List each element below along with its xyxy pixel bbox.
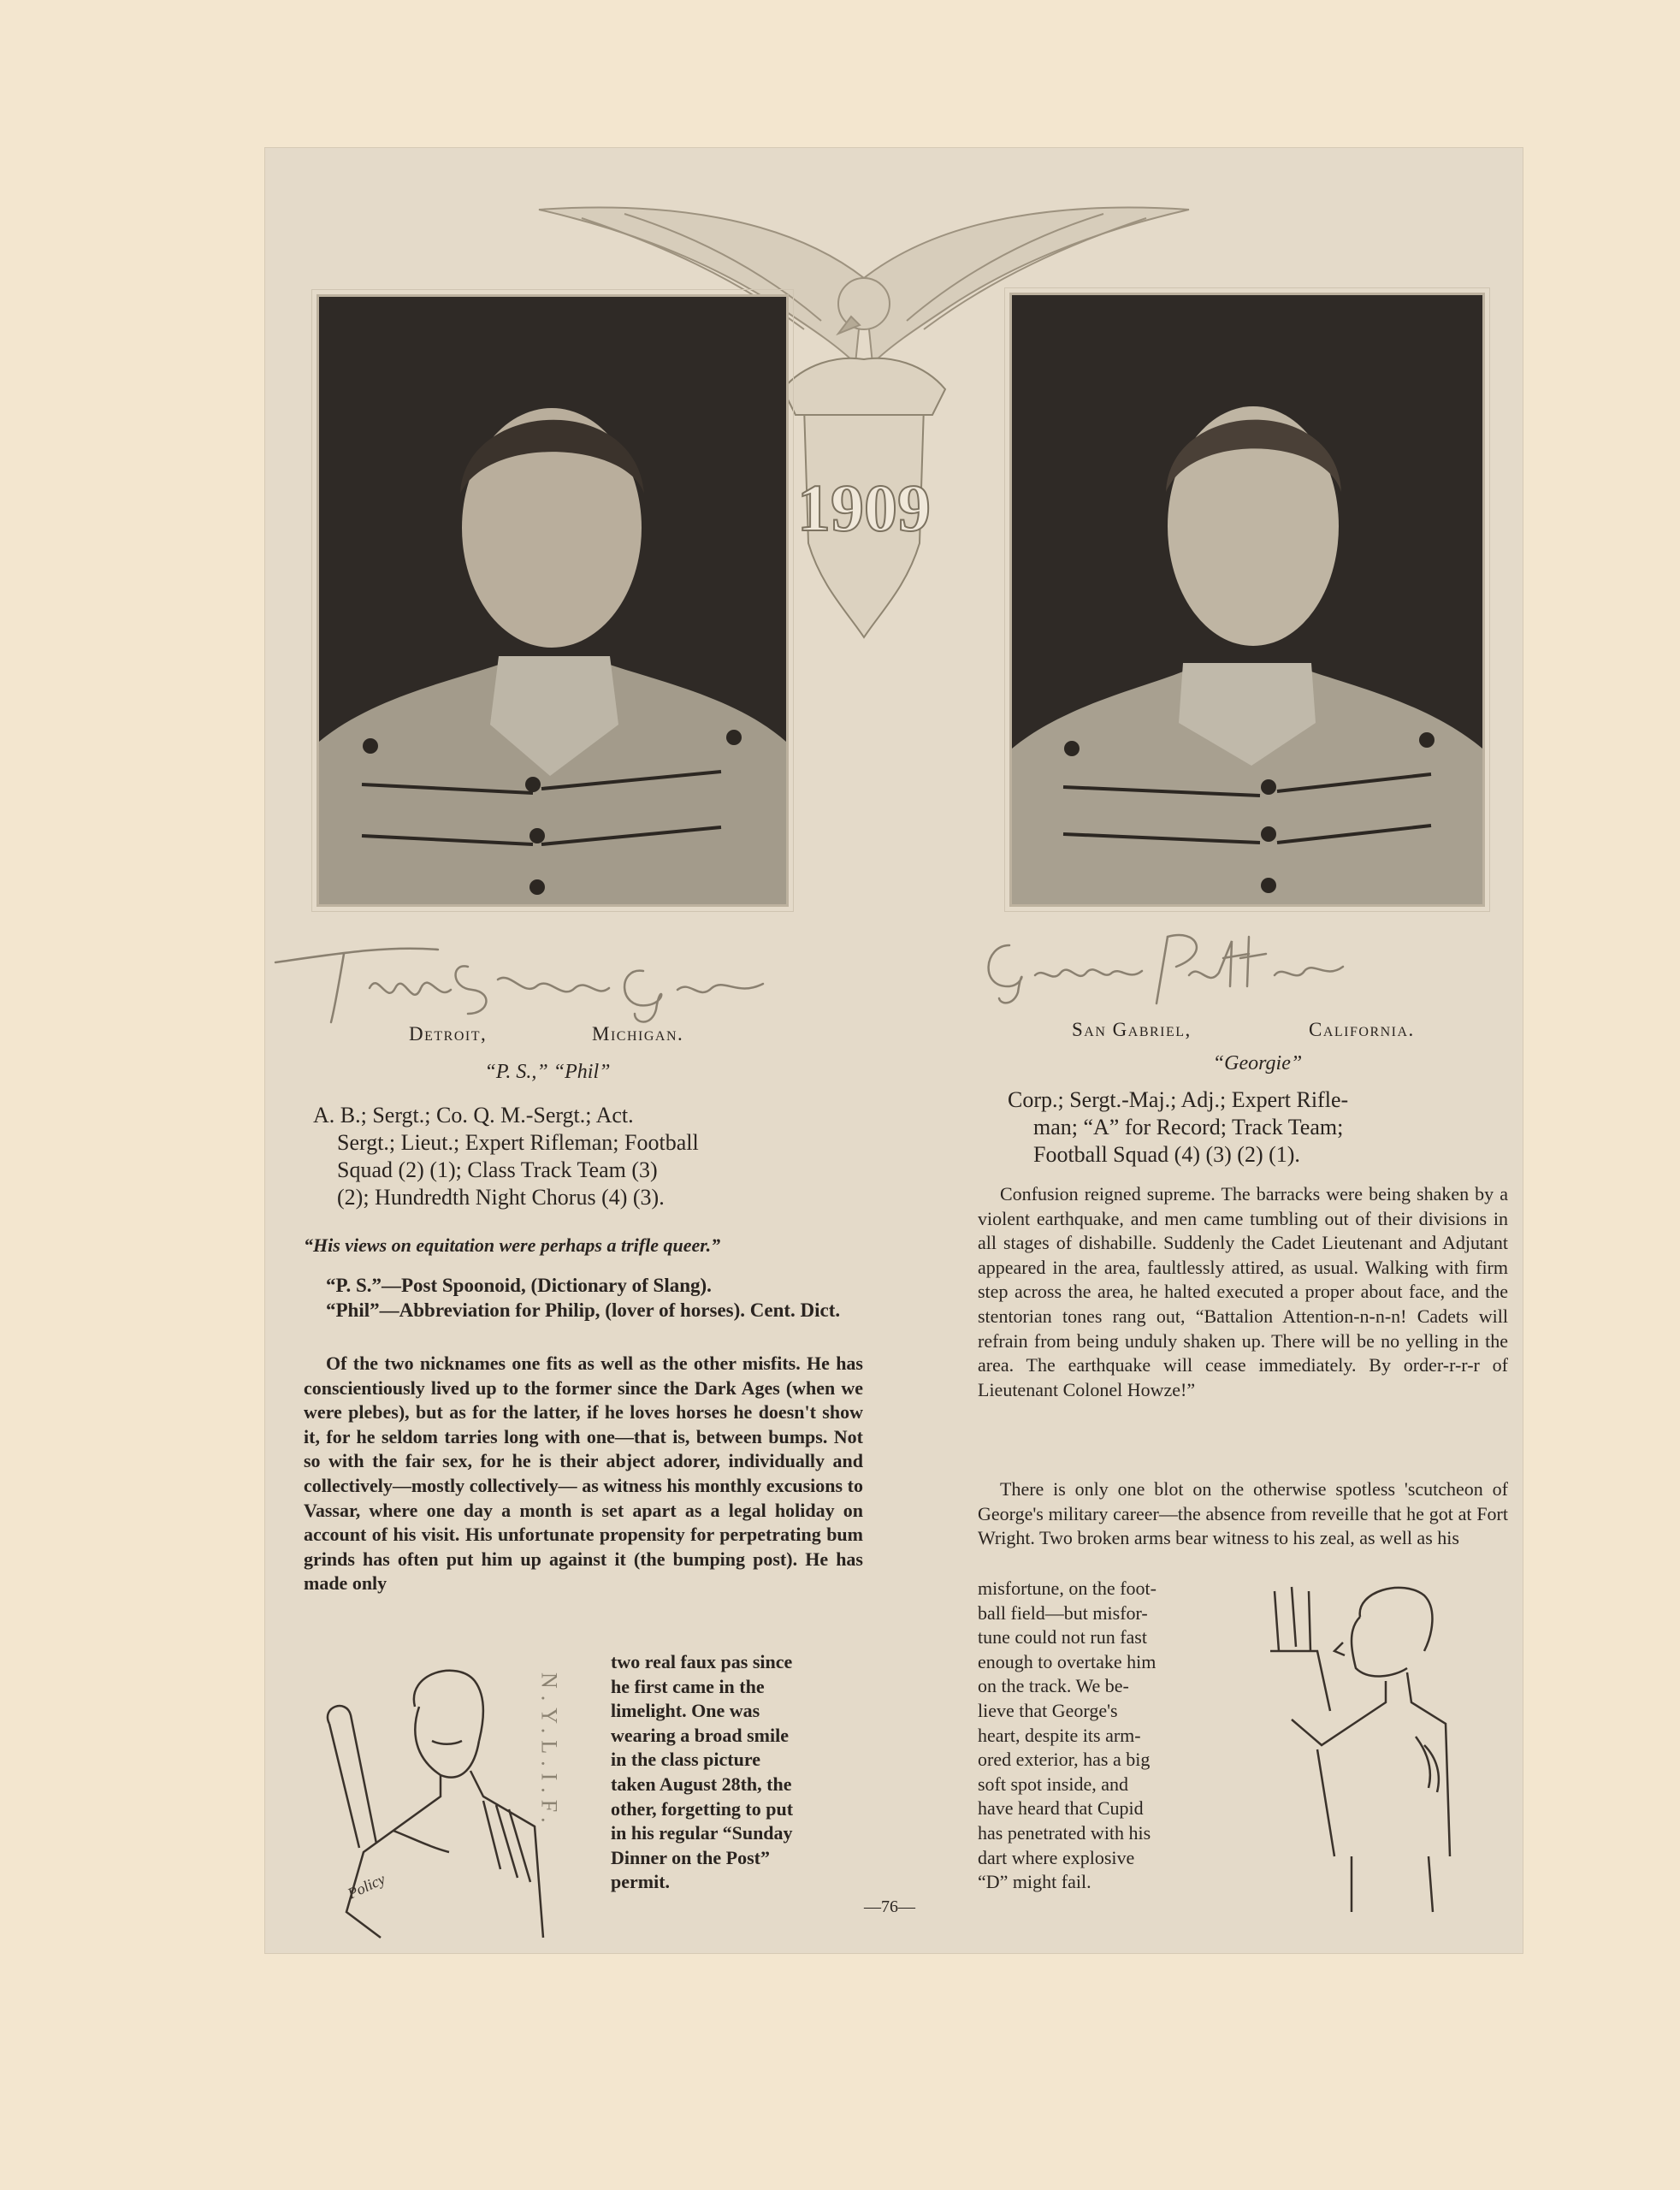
emblem-year: 1909	[797, 471, 931, 545]
cartoon-right-caricature	[1257, 1574, 1463, 1916]
left-record-line: (2); Hundredth Night Chorus (4) (3).	[337, 1185, 665, 1210]
page-number: —76—	[864, 1897, 915, 1916]
left-record-line: A. B.; Sergt.; Co. Q. M.-Sergt.; Act.	[313, 1103, 634, 1128]
left-record-line: Sergt.; Lieut.; Expert Rifleman; Football	[337, 1130, 699, 1155]
right-record-line: Corp.; Sergt.-Maj.; Adj.; Expert Rifle-	[1008, 1087, 1349, 1112]
right-narrow-line: soft spot inside, and	[978, 1773, 1128, 1795]
right-narrow-line: enough to overtake him	[978, 1650, 1156, 1672]
left-narrow-line: in his regular “Sunday	[611, 1822, 793, 1844]
left-quote: “His views on equitation were perhaps a trifle queer.”	[304, 1234, 721, 1256]
left-narrow-line: limelight. One was	[611, 1700, 760, 1722]
left-nicknames: “P. S.,” “Phil”	[484, 1061, 611, 1083]
cartoon-left-letters: N.Y.L.I.F.	[536, 1672, 562, 1830]
right-narrow-line: tune could not run fast	[978, 1626, 1147, 1648]
signature-left	[267, 928, 780, 1027]
right-narrow-line: has penetrated with his	[978, 1821, 1151, 1844]
right-narrow-line: misfortune, on the foot-	[978, 1577, 1156, 1599]
right-record	[1008, 1086, 1507, 1169]
left-narrow-line: two real faux pas since	[611, 1651, 793, 1672]
left-narrow-line: other, forgetting to put	[611, 1797, 794, 1820]
right-narrow-line: ored exterior, has a big	[978, 1749, 1151, 1771]
right-paragraph-2-text: There is only one blot on the otherwise spotless 'scutcheon of George's military career—the absence from reveille that he got at Fort Wright. Two broken arms bear witness to his zeal, as well as his	[978, 1478, 1508, 1549]
left-definition-ps: “P. S.”—Post Spoonoid, (Dictionary of Slang).	[326, 1275, 712, 1296]
cartoon-left-scroll-label: Policy	[345, 1870, 388, 1903]
left-narrow-line: taken August 28th, the	[611, 1773, 792, 1795]
portrait-photo-right	[1012, 295, 1482, 904]
right-paragraph-narrow	[978, 1577, 1202, 1895]
right-narrow-line: ball field—but misfor-	[978, 1601, 1148, 1624]
left-narrow-line: Dinner on the Post”	[611, 1846, 770, 1868]
right-paragraph-2	[978, 1477, 1508, 1551]
right-narrow-line: on the track. We be-	[978, 1675, 1129, 1697]
left-narrow-line: in the class picture	[611, 1749, 760, 1771]
left-narrow-line: permit.	[611, 1871, 671, 1893]
left-hometown-state: Michigan.	[592, 1023, 684, 1045]
right-record-line: Football Squad (4) (3) (2) (1).	[1033, 1142, 1300, 1167]
portrait-right-frame	[1009, 293, 1485, 907]
portrait-photo-left	[319, 297, 786, 904]
left-definition-phil: “Phil”—Abbreviation for Philip, (lover of horses). Cent. Dict.	[326, 1299, 841, 1321]
right-narrow-line: dart where explosive	[978, 1846, 1135, 1868]
left-paragraph-text: Of the two nicknames one fits as well as the other misfits. He has conscientiously lived up to the former since the Dark Ages (when we were plebes), but as for the latter, if he loves horses he doesn't show it, for he seldom tarries long with one—that is, between bumps. Not so with the fair sex, for he is their abject adorer, individually and collectively—mostly collectively— as witness his monthly excusions to Vassar, where one day a month is set apart as a legal holiday on account of his visit. His unfortunate propensity for perpetrating bum grinds has often put him up against it (the bumping post). He has made only	[304, 1352, 863, 1595]
left-narrow-line: wearing a broad smile	[611, 1724, 789, 1746]
left-record	[313, 1102, 821, 1211]
right-narrow-line: have heard that Cupid	[978, 1797, 1144, 1820]
left-narrow-line: he first came in the	[611, 1675, 765, 1697]
portrait-left-frame	[316, 294, 789, 907]
right-narrow-line: lieve that George's	[978, 1699, 1118, 1721]
right-nicknames: “Georgie”	[1212, 1052, 1303, 1074]
left-record-line: Squad (2) (1); Class Track Team (3)	[337, 1157, 658, 1182]
left-hometown-city: Detroit,	[409, 1023, 488, 1045]
right-paragraph-1	[978, 1182, 1508, 1402]
right-narrow-line: heart, despite its arm-	[978, 1724, 1141, 1746]
cartoon-left-caricature	[312, 1655, 607, 1950]
right-hometown-city: San Gabriel,	[1072, 1019, 1192, 1040]
left-definitions	[304, 1273, 863, 1323]
right-paragraph-1-text: Confusion reigned supreme. The barracks were being shaken by a violent earthquake, and men came tumbling out of their divisions in all stages of dishabille. Suddenly the Cadet Lieutenant and Adjutant appeared in the area, faultlessly attired, as usual. Walking with firm step across the area, he halted executed a proper about face, and the stentorian tones rang out, “Battalion Attention-n-n-n! Cadets will refrain from being unduly shaken up. There will be no yelling in the area. The earthquake will cease immediately. By order-r-r-r of Lieutenant Colonel Howze!”	[978, 1183, 1508, 1400]
right-record-line: man; “A” for Record; Track Team;	[1033, 1115, 1344, 1139]
right-hometown-state: California.	[1309, 1019, 1415, 1040]
left-paragraph-narrow	[611, 1650, 863, 1895]
left-paragraph	[304, 1352, 863, 1596]
signature-right	[975, 920, 1352, 1009]
right-narrow-line: “D” might fail.	[978, 1871, 1091, 1893]
